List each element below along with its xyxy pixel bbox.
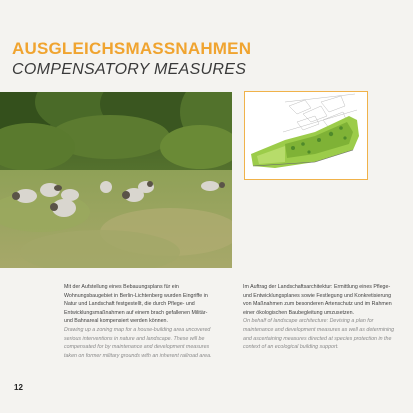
site-plan-image [244,91,368,180]
paragraph-english-right: On behalf of landscape architecture: Devising a plan for maintenance and development measures as well as determining and ascertaining measures directed at species protection in the context of an ecological building support. [243,318,395,351]
paragraph-german-left: Mit der Aufstellung eines Bebauungsplans für ein Wohnungsbaugebiet in Berlin-Lichtenberg wurden Eingriffe in Natur und Landschaft festgestellt, die durch Pflege- und Entwicklungsmaßnahmen auf einem brach gefallenen Militär- und Bahnareal kompensiert werden können. [64,284,208,325]
text-column-right [243,283,395,352]
page-number: 12 [14,383,23,392]
sheep-meadow-photo [0,92,232,268]
text-column-left [64,283,214,360]
paragraph-english-left: Drawing up a zoning map for a house-building area uncovered serious interventions in nature and landscape. These will be compensated for by maintenance and development measures taken on former military grounds with an inherent railroad area. [64,326,212,359]
paragraph-german-right: Im Auftrag der Landschaftsarchitektur: Ermittlung eines Pflege- und Entwicklungsplanes sowie Festlegung und Konkretisierung von Maßnahmen zum besonderen Artenschutz und im Rahmen einer ökologischen Baubegleitung umzusetzen. [243,284,392,316]
section-title-german: AUSGLEICHSMASSNAHMEN [12,39,252,58]
section-title-english: COMPENSATORY MEASURES [12,61,247,78]
